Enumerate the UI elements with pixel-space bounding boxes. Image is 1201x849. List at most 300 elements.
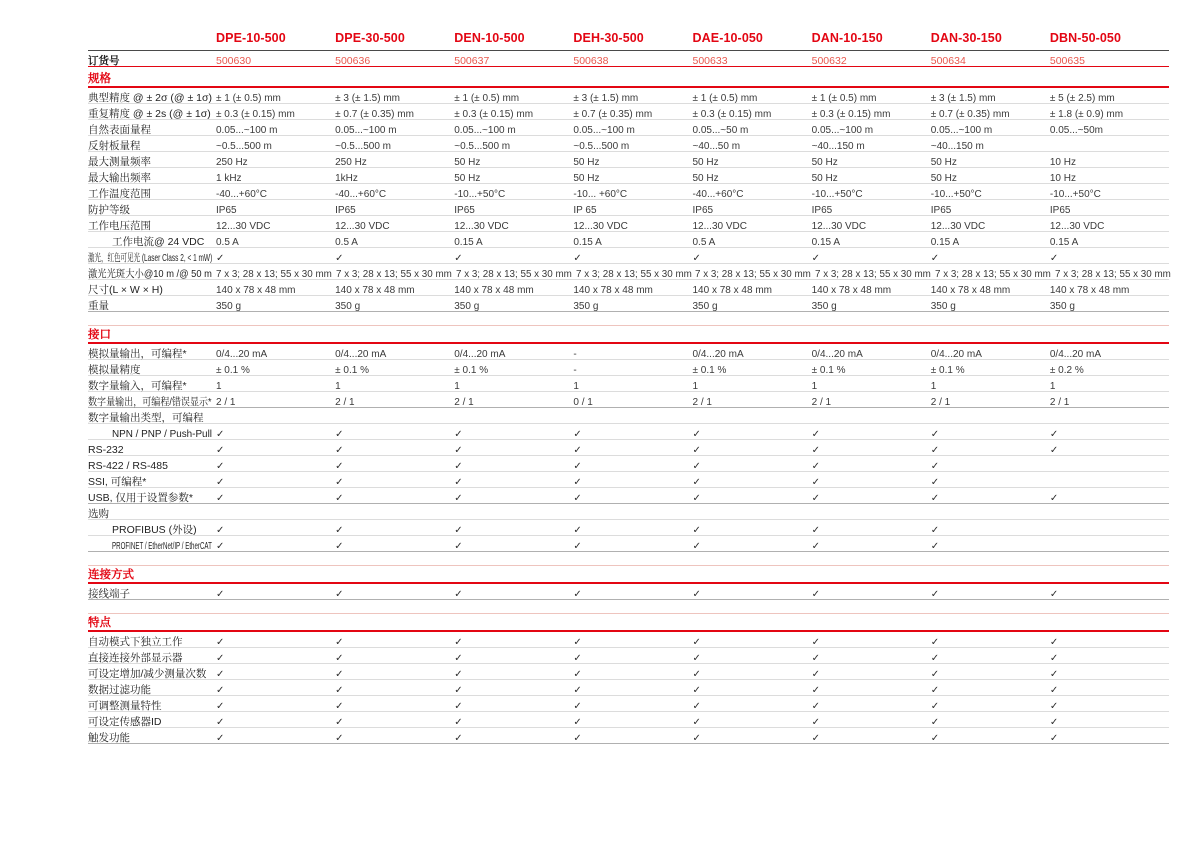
cell-value-text: 140 x 78 x 48 mm [930,285,1011,296]
checkmark-icon-text: ✓ [1049,253,1059,264]
checkmark-icon-text: ✓ [811,525,821,536]
checkmark-icon [454,584,573,602]
checkmark-icon-text: ✓ [1049,669,1059,680]
product-name-text: DAN-30-150 [930,31,1002,45]
product-name-text: DPE-30-500 [335,31,405,45]
checkmark-icon-text: ✓ [930,653,940,664]
row-label [88,392,216,410]
checkmark-icon-text: ✓ [930,637,940,648]
section-title-text: 接口 [88,329,111,341]
checkmark-icon-text: ✓ [930,685,940,696]
checkmark-icon [812,584,931,602]
checkmark-icon-text: ✓ [930,589,940,600]
row-label-text: 数字量输入，可编程* [88,380,187,392]
checkmark-icon-text: ✓ [454,637,463,648]
order-number-label-text: 订货号 [88,55,120,67]
row-label-text: PROFIBUS (外设) [112,524,197,536]
checkmark-icon [812,728,931,746]
checkmark-icon-text: ✓ [216,253,225,264]
checkmark-icon-text: ✓ [335,589,344,600]
product-name-text: DAN-10-150 [811,31,883,45]
checkmark-icon [454,728,573,746]
checkmark-icon-text: ✓ [454,701,463,712]
table-row [88,152,1169,168]
checkmark-icon-text: ✓ [930,493,940,504]
checkmark-icon [693,584,812,602]
table-row [88,248,1169,264]
table-row [88,344,1169,360]
section-title-text: 特点 [88,617,111,629]
checkmark-icon-text: ✓ [1049,717,1059,728]
checkmark-icon-text: ✓ [930,477,940,488]
cell-value-text: 10 Hz [1049,173,1076,184]
checkmark-icon-text: ✓ [811,685,821,696]
checkmark-icon-text: ✓ [811,653,821,664]
cell-value-text: -10...+50°C [1049,189,1101,200]
cell-value-text: ± 0.7 (± 0.35) mm [573,109,653,120]
checkmark-icon-text: ✓ [930,717,940,728]
checkmark-icon-text: ✓ [573,653,582,664]
cell-value-text: 50 Hz [692,173,719,184]
checkmark-icon [573,728,692,746]
cell-value-text: 0 / 1 [573,397,593,408]
cell-value-text: 350 g [811,301,837,312]
row-label-text: 反射板量程 [88,140,141,152]
cell-value-text: 12...30 VDC [692,221,747,232]
row-label-text: 可设定增加/减少测量次数 [88,668,207,680]
product-name [931,29,1050,47]
cell-value-text: 7 x 3; 28 x 13; 55 x 30 mm [216,269,332,280]
checkmark-icon-text: ✓ [216,637,225,648]
table-row [88,392,1169,408]
cell-value-text: 140 x 78 x 48 mm [1049,285,1130,296]
row-label-text: 数据过滤功能 [88,684,151,696]
cell-value-text: 140 x 78 x 48 mm [811,285,892,296]
row-label-text: 工作温度范围 [88,188,151,200]
row-label-text: 重量 [88,300,109,312]
row-label-text: 最大输出频率 [88,172,151,184]
cell-value-text: 2 / 1 [692,397,712,408]
checkmark-icon-text: ✓ [692,637,701,648]
row-label-text: NPN / PNP / Push-Pull [112,428,212,440]
order-number-value [216,51,335,69]
checkmark-icon-text: ✓ [930,733,940,744]
table-row [88,488,1169,504]
spec-table [88,26,1169,744]
cell-value-text: 350 g [335,301,361,312]
checkmark-icon [693,536,812,554]
cell-value-text: ± 0.1 % [930,365,965,376]
checkmark-icon-text: ✓ [454,445,463,456]
cell-value [815,264,935,282]
row-label [88,584,216,602]
cell-value-text: 0.5 A [692,237,716,248]
checkmark-icon-text: ✓ [216,445,225,456]
checkmark-icon-text: ✓ [216,541,225,552]
checkmark-icon-text: ✓ [573,733,582,744]
cell-value-text: IP65 [216,205,237,216]
cell-value-text: 0.15 A [1049,237,1079,248]
checkmark-icon-text: ✓ [811,493,821,504]
order-number-row [88,51,1169,67]
checkmark-icon-text: ✓ [454,429,463,440]
checkmark-icon-text: ✓ [454,461,463,472]
row-label-text: USB, 仅用于设置参数* [88,492,194,504]
table-row [88,264,1169,280]
row-label-text: 可设定传感器ID [88,716,162,728]
table-row [88,136,1169,152]
cell-value-text: 7 x 3; 28 x 13; 55 x 30 mm [695,269,812,280]
checkmark-icon-text: ✓ [454,493,463,504]
checkmark-icon-text: ✓ [1049,445,1059,456]
cell-value-text: 12...30 VDC [216,221,271,232]
cell-value-text: 0.05...~100 m [216,125,278,136]
table-row [88,296,1169,312]
cell-value [335,296,454,314]
subheader-row [88,504,1169,520]
checkmark-icon-text: ✓ [335,493,344,504]
checkmark-icon-text: ✓ [454,717,463,728]
table-row [88,424,1169,440]
row-label-text: 防护等级 [88,204,130,216]
cell-value-text: ± 1 (± 0.5) mm [811,93,877,104]
checkmark-icon-text: ✓ [811,637,821,648]
order-number-value [573,51,692,69]
product-name [1050,29,1169,47]
cell-value-text: ~40...150 m [930,141,984,152]
cell-value-text: 12...30 VDC [454,221,509,232]
cell-value [456,264,576,282]
checkmark-icon-text: ✓ [335,253,344,264]
table-row [88,216,1169,232]
checkmark-icon-text: ✓ [811,701,821,712]
cell-value-text: 350 g [930,301,956,312]
checkmark-icon [335,584,454,602]
table-row [88,712,1169,728]
row-label [88,728,216,746]
cell-value-text: 350 g [692,301,718,312]
cell-value-text: 1 [216,381,222,392]
table-row [88,88,1169,104]
order-number-value [812,51,931,69]
cell-value-text: 0/4...20 mA [335,349,387,360]
checkmark-icon-text: ✓ [573,253,582,264]
cell-value-text: 1 kHz [216,173,242,184]
row-label [88,248,216,266]
checkmark-icon-text: ✓ [216,461,225,472]
checkmark-icon-text: ✓ [216,701,225,712]
section-title [88,326,1169,344]
table-row [88,632,1169,648]
cell-value-text: 1 [692,381,699,392]
checkmark-icon-text: ✓ [454,541,463,552]
checkmark-icon-text: ✓ [1049,685,1059,696]
table-row [88,664,1169,680]
checkmark-icon [216,536,335,554]
row-label-text: 选购 [88,508,109,520]
checkmark-icon-text: ✓ [692,589,701,600]
table-row [88,280,1169,296]
cell-value-text: ± 1 (± 0.5) mm [216,93,281,104]
cell-value-text: 7 x 3; 28 x 13; 55 x 30 mm [455,269,572,280]
cell-value-text: 50 Hz [454,157,481,168]
product-name-text: DAE-10-050 [692,31,763,45]
order-number-value-text: 500632 [811,55,847,67]
checkmark-icon-text: ✓ [335,669,344,680]
cell-value-text: 1 [1049,381,1056,392]
table-row [88,696,1169,712]
cell-value-text: IP65 [454,205,475,216]
cell-value-text: 0.05...~50m [1049,125,1103,136]
checkmark-icon-text: ✓ [454,653,463,664]
checkmark-icon-text: ✓ [573,445,582,456]
cell-value-text: ± 0.3 (± 0.15) mm [454,109,534,120]
checkmark-icon-text: ✓ [335,653,344,664]
cell-value-text: 0.05...~100 m [335,125,397,136]
cell-value [454,296,573,314]
section [88,565,1169,600]
cell-value-text: ~0.5...500 m [573,141,630,152]
cell-value-text: ± 3 (± 1.5) mm [930,93,996,104]
cell-value-text: 2 / 1 [811,397,832,408]
cell-value-text: ± 3 (± 1.5) mm [335,93,400,104]
cell-value-text: 0.15 A [811,237,840,248]
order-number-value-text: 500636 [335,55,371,67]
cell-value-text: 0.05...~100 m [811,125,874,136]
cell-value [216,264,336,282]
cell-value-text: -40...+60°C [335,189,387,200]
product-name [454,29,573,47]
cell-value-text: ± 1 (± 0.5) mm [454,93,520,104]
product-name-text: DEN-10-500 [454,31,525,45]
checkmark-icon-text: ✓ [573,525,582,536]
cell-value-text: 2 / 1 [1049,397,1070,408]
cell-value-text: 0.05...~100 m [930,125,993,136]
checkmark-icon-text: ✓ [1049,701,1059,712]
row-label-text: RS-422 / RS-485 [88,460,168,472]
cell-value-text: ± 0.7 (± 0.35) mm [335,109,414,120]
checkmark-icon-text: ✓ [692,541,701,552]
checkmark-icon-text: ✓ [692,477,701,488]
cell-value-text: 0.5 A [335,237,358,248]
cell-value-text: ~0.5...500 m [454,141,511,152]
checkmark-icon-text: ✓ [1049,637,1059,648]
table-row [88,232,1169,248]
checkmark-icon-text: ✓ [216,669,225,680]
checkmark-icon [335,728,454,746]
cell-value-text: 140 x 78 x 48 mm [335,285,415,296]
order-number-value [335,51,454,69]
checkmark-icon-text: ✓ [335,733,344,744]
checkmark-icon-text: ✓ [335,717,344,728]
cell-value-text: 350 g [454,301,480,312]
row-label [88,264,216,282]
checkmark-icon-text: ✓ [1049,733,1059,744]
header-blank-cell [88,29,216,47]
cell-value-text: ± 0.1 % [811,365,846,376]
checkmark-icon [573,584,692,602]
cell-value-text: IP65 [1049,205,1071,216]
checkmark-icon-text: ✓ [216,733,225,744]
checkmark-icon-text: ✓ [573,717,582,728]
product-name [573,29,692,47]
checkmark-icon-text: ✓ [811,429,821,440]
checkmark-icon-text: ✓ [930,525,940,536]
checkmark-icon-text: ✓ [216,717,225,728]
row-label-text: SSI, 可编程* [88,476,147,488]
checkmark-icon [931,536,1050,554]
checkmark-icon [216,584,335,602]
cell-value-text: ± 0.7 (± 0.35) mm [930,109,1010,120]
row-label-text: 数字量输出类型，可编程 [88,412,204,424]
checkmark-icon-text: ✓ [573,461,582,472]
checkmark-icon-text: ✓ [335,541,344,552]
cell-value-text: -40...+60°C [692,189,744,200]
cell-value [573,296,692,314]
order-number-value-text: 500633 [692,55,728,67]
checkmark-icon-text: ✓ [216,589,225,600]
row-label-text: PROFINET / EtherNet/IP / EtherCAT [112,540,212,552]
cell-value-text: 1 [454,381,460,392]
cell-value-text: 2 / 1 [216,397,236,408]
checkmark-icon-text: ✓ [454,669,463,680]
cell-value-text: ± 1 (± 0.5) mm [692,93,758,104]
row-label-text: 触发功能 [88,732,130,744]
checkmark-icon-text: ✓ [811,733,821,744]
checkmark-icon-text: ✓ [1049,429,1059,440]
cell-value-text: 0.15 A [454,237,483,248]
checkmark-icon-text: ✓ [216,653,225,664]
cell-value-text: 0/4...20 mA [454,349,506,360]
row-label-text: 自然表面量程 [88,124,151,136]
checkmark-icon-text: ✓ [930,429,940,440]
cell-value [695,264,815,282]
cell-value-text: ~0.5...500 m [216,141,272,152]
cell-value-text: 2 / 1 [335,397,355,408]
cell-value-text: 50 Hz [692,157,719,168]
checkmark-icon-text: ✓ [454,253,463,264]
order-number-value [454,51,573,69]
product-name-text: DPE-10-500 [216,31,286,45]
checkmark-icon-text: ✓ [692,253,701,264]
cell-value-text: 350 g [573,301,599,312]
cell-value [1050,296,1169,314]
table-row [88,472,1169,488]
cell-value-text: ~40...150 m [811,141,865,152]
checkmark-icon-text: ✓ [811,253,821,264]
checkmark-icon-text: ✓ [216,685,225,696]
table-row [88,360,1169,376]
checkmark-icon-text: ✓ [573,637,582,648]
table-row [88,184,1169,200]
order-number-value-text: 500638 [573,55,609,67]
checkmark-icon-text: ✓ [692,525,701,536]
cell-value-text: ~40...50 m [692,141,741,152]
cell-value-text: 50 Hz [573,173,600,184]
table-row [88,376,1169,392]
section-title [88,566,1169,584]
checkmark-icon-text: ✓ [692,685,701,696]
section-title-text: 连接方式 [88,569,134,581]
order-number-label [88,51,216,69]
table-row [88,104,1169,120]
cell-value-text: 0/4...20 mA [930,349,982,360]
cell-value-text: ± 0.2 % [1049,365,1084,376]
checkmark-icon-text: ✓ [216,525,225,536]
checkmark-icon-text: ✓ [692,733,701,744]
table-row [88,168,1169,184]
cell-value-text: -40...+60°C [216,189,267,200]
checkmark-icon-text: ✓ [692,701,701,712]
cell-value-text: -10... +60°C [573,189,628,200]
cell-value-text: 140 x 78 x 48 mm [692,285,772,296]
cell-value-text: 50 Hz [573,157,600,168]
cell-value-text: 2 / 1 [454,397,474,408]
row-label-text: 接线端子 [88,588,130,600]
cell-value-text: 0.15 A [573,237,602,248]
table-row [88,728,1169,744]
checkmark-icon-text: ✓ [692,493,701,504]
table-row [88,440,1169,456]
checkmark-icon-text: ✓ [573,685,582,696]
row-label-text: 尺寸(L × W × H) [88,284,163,296]
checkmark-icon-text: ✓ [573,669,582,680]
cell-value-text: 350 g [1049,301,1075,312]
cell-value-text: 0.05...~50 m [692,125,749,136]
cell-value-text: 50 Hz [811,157,838,168]
cell-value-text: - [573,349,577,360]
cell-value-text: 12...30 VDC [573,221,628,232]
row-label-text: 重复精度 @ ± 2s (@ ± 1σ) [88,108,211,120]
checkmark-icon-text: ✓ [335,461,344,472]
cell-value-text: 7 x 3; 28 x 13; 55 x 30 mm [935,269,1051,280]
cell-value-text: ± 0.1 % [335,365,369,376]
order-number-value-text: 500630 [216,55,252,67]
checkmark-icon-text: ✓ [930,669,940,680]
section [88,70,1169,312]
cell-value-text: 12...30 VDC [930,221,986,232]
cell-value-text: IP65 [335,205,356,216]
checkmark-icon-text: ✓ [573,701,582,712]
product-name [812,29,931,47]
cell-value-text: 0.05...~100 m [573,125,635,136]
cell-value-text: 0/4...20 mA [692,349,744,360]
row-label-text: 自动模式下独立工作 [88,636,183,648]
checkmark-icon-text: ✓ [1049,493,1059,504]
cell-value-text: 0.05...~100 m [454,125,516,136]
checkmark-icon-text: ✓ [335,701,344,712]
cell-value-text: IP65 [692,205,714,216]
checkmark-icon [1050,728,1169,746]
table-row [88,120,1169,136]
checkmark-icon-text: ✓ [335,429,344,440]
checkmark-icon-text: ✓ [930,445,940,456]
cell-value-text: -10...+50°C [930,189,982,200]
cell-value [935,264,1055,282]
checkmark-icon-text: ✓ [573,589,582,600]
checkmark-icon-text: ✓ [454,685,463,696]
checkmark-icon-text: ✓ [930,701,940,712]
order-number-value [693,51,812,69]
table-row [88,456,1169,472]
checkmark-icon-text: ✓ [930,461,940,472]
row-label-text: 直接连接外部显示器 [88,652,183,664]
row-label-text: 激光光斑大小@10 m /@ 50 m [88,268,212,280]
checkmark-icon-text: ✓ [335,477,344,488]
cell-value-text: 1 [335,381,341,392]
checkmark-icon-text: ✓ [573,493,582,504]
row-label-text: 激光，红色可见光 (Laser Class 2, < 1 mW) [88,252,213,264]
